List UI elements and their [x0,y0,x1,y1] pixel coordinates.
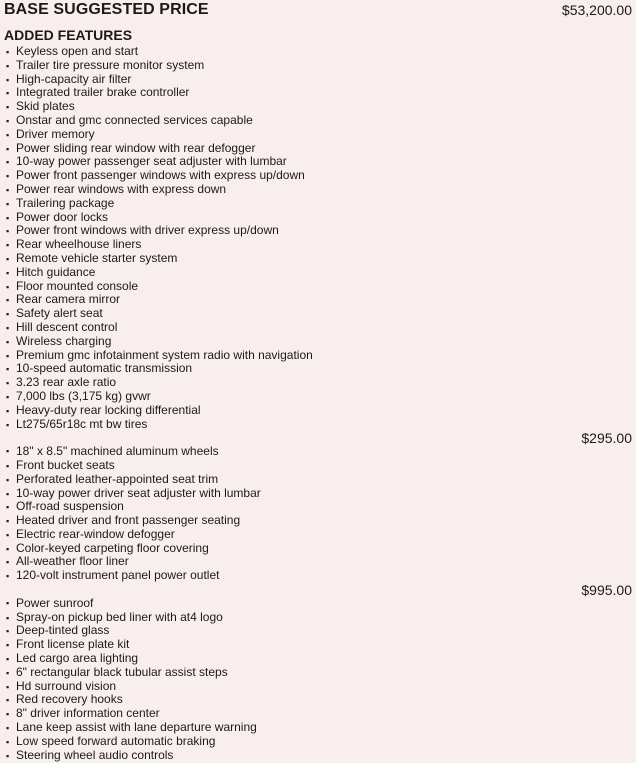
bullet-icon: ▪ [6,47,10,57]
bullet-icon: ▪ [6,184,10,195]
feature-item [6,197,632,211]
bullet-icon: ▪ [6,226,10,237]
feature-label: Power rear windows with express down [16,181,227,196]
feature-item [6,390,632,404]
bullet-icon: ▪ [6,212,10,223]
feature-label: Off-road suspension [16,499,124,514]
feature-item [6,404,632,418]
feature-item [6,349,632,363]
bullet-icon: ▪ [6,198,10,209]
feature-item [6,100,632,114]
feature-item [6,624,632,638]
feature-item [6,293,632,307]
bullet-icon: ▪ [6,129,10,140]
base-price-row [4,1,632,19]
feature-label: Hitch guidance [16,264,96,279]
feature-label: 120-volt instrument panel power outlet [16,568,220,583]
feature-item [6,707,632,721]
feature-item [6,73,632,87]
feature-label: High-capacity air filter [16,71,132,86]
feature-item [6,459,632,473]
feature-label: Wireless charging [16,333,112,348]
bullet-icon: ▪ [6,240,10,251]
bullet-icon: ▪ [6,654,10,665]
feature-label: 8" driver information center [16,706,160,721]
feature-label: Power sunroof [16,595,94,610]
feature-item [6,473,632,487]
feature-label: Perforated leather-appointed seat trim [16,471,219,486]
feature-item [6,514,632,528]
bullet-icon: ▪ [6,529,10,540]
bullet-icon: ▪ [6,695,10,706]
feature-item [6,680,632,694]
feature-label: Power front passenger windows with express up/down [16,168,305,183]
feature-item [6,142,632,156]
feature-label: Floor mounted console [16,278,139,293]
bullet-icon: ▪ [6,709,10,720]
bullet-icon: ▪ [6,60,10,71]
feature-label: Deep-tinted glass [16,623,110,638]
feature-label: Remote vehicle starter system [16,250,178,265]
feature-label: 6" rectangular black tubular assist steps [16,664,228,679]
feature-label: Heavy-duty rear locking differential [16,402,201,417]
feature-item [6,735,632,749]
feature-label: Driver memory [16,126,95,141]
bullet-icon: ▪ [6,488,10,499]
feature-label: Spray-on pickup bed liner with at4 logo [16,609,223,624]
feature-item [6,362,632,376]
feature-item [6,211,632,225]
bullet-icon: ▪ [6,543,10,554]
feature-label: Onstar and gmc connected services capable [16,112,253,127]
feature-item [6,183,632,197]
feature-label: Power sliding rear window with rear defogger [16,140,256,155]
feature-label: 3.23 rear axle ratio [16,375,117,390]
feature-item [6,86,632,100]
bullet-icon: ▪ [6,115,10,126]
feature-label: Safety alert seat [16,306,103,321]
feature-item [6,528,632,542]
bullet-icon: ▪ [6,74,10,85]
feature-item [6,721,632,735]
feature-label: Hill descent control [16,319,118,334]
bullet-icon: ▪ [6,253,10,264]
feature-item [6,266,632,280]
base-price-title: BASE SUGGESTED PRICE [4,1,209,18]
feature-label: Hd surround vision [16,678,117,693]
bullet-icon: ▪ [6,88,10,99]
feature-label: All-weather floor liner [16,554,129,569]
bullet-icon: ▪ [6,516,10,527]
feature-item [6,542,632,556]
feature-item [6,45,632,59]
bullet-icon: ▪ [6,446,10,457]
feature-label: 10-speed automatic transmission [16,361,193,376]
bullet-icon: ▪ [6,391,10,402]
feature-item [6,749,632,763]
bullet-icon: ▪ [6,681,10,692]
feature-label: 18" x 8.5" machined aluminum wheels [16,444,219,459]
feature-label: Led cargo area lighting [16,651,139,666]
base-price-value: $53,200.00 [561,2,632,18]
feature-item [6,666,632,680]
features-list [6,45,632,762]
feature-label: Lane keep assist with lane departure warning [16,720,257,735]
bullet-icon: ▪ [6,460,10,471]
feature-label: Red recovery hooks [16,692,123,707]
bullet-icon: ▪ [6,597,10,608]
feature-item [6,238,632,252]
feature-item [6,569,632,583]
bullet-icon: ▪ [6,336,10,347]
bullet-icon: ▪ [6,419,10,430]
bullet-icon: ▪ [6,350,10,361]
feature-item [6,307,632,321]
added-features-heading: ADDED FEATURES [4,27,133,43]
feature-item [6,418,632,432]
bullet-icon: ▪ [6,626,10,637]
feature-item [6,431,632,459]
feature-label: Low speed forward automatic braking [16,733,216,748]
bullet-icon: ▪ [6,502,10,513]
feature-item [6,59,632,73]
bullet-icon: ▪ [6,750,10,761]
feature-label: Color-keyed carpeting floor covering [16,540,209,555]
feature-item [6,638,632,652]
feature-label: 10-way power driver seat adjuster with lumbar [16,485,261,500]
bullet-icon: ▪ [6,557,10,568]
feature-label: Steering wheel audio controls [16,747,174,762]
feature-label: Front license plate kit [16,637,130,652]
feature-item [6,252,632,266]
feature-label: Front bucket seats [16,457,115,472]
feature-item [6,693,632,707]
feature-item [6,280,632,294]
bullet-icon: ▪ [6,640,10,651]
bullet-icon: ▪ [6,171,10,182]
feature-item [6,376,632,390]
bullet-icon: ▪ [6,571,10,582]
feature-item [6,335,632,349]
bullet-icon: ▪ [6,612,10,623]
feature-label: Integrated trailer brake controller [16,85,190,100]
feature-label: Skid plates [16,99,75,114]
feature-label: Rear wheelhouse liners [16,237,142,252]
feature-price: $995.00 [581,582,632,599]
feature-label: Heated driver and front passenger seating [16,513,241,528]
bullet-icon: ▪ [6,378,10,389]
feature-item [6,652,632,666]
feature-price: $295.00 [581,430,632,447]
bullet-icon: ▪ [6,667,10,678]
feature-label: Keyless open and start [16,44,139,58]
feature-label: Power door locks [16,209,109,224]
feature-label: Trailering package [16,195,115,210]
feature-label: Electric rear-window defogger [16,526,175,541]
feature-item [6,224,632,238]
bullet-icon: ▪ [6,143,10,154]
feature-item [6,611,632,625]
bullet-icon: ▪ [6,405,10,416]
bullet-icon: ▪ [6,157,10,168]
feature-label: Trailer tire pressure monitor system [16,57,205,72]
feature-item [6,169,632,183]
feature-item [6,583,632,611]
bullet-icon: ▪ [6,281,10,292]
bullet-icon: ▪ [6,309,10,320]
feature-item [6,155,632,169]
feature-item [6,128,632,142]
feature-label: Rear camera mirror [16,292,121,307]
feature-item [6,487,632,501]
feature-label: Lt275/65r18c mt bw tires [16,416,148,431]
feature-item [6,500,632,514]
bullet-icon: ▪ [6,474,10,485]
bullet-icon: ▪ [6,322,10,333]
feature-label: 7,000 lbs (3,175 kg) gvwr [16,388,151,403]
bullet-icon: ▪ [6,723,10,734]
bullet-icon: ▪ [6,364,10,375]
bullet-icon: ▪ [6,267,10,278]
feature-label: 10-way power passenger seat adjuster with lumbar [16,154,287,169]
feature-item [6,321,632,335]
bullet-icon: ▪ [6,736,10,747]
feature-item [6,114,632,128]
feature-label: Premium gmc infotainment system radio with navigation [16,347,313,362]
feature-label: Power front windows with driver express up/down [16,223,279,238]
bullet-icon: ▪ [6,295,10,306]
feature-item [6,555,632,569]
bullet-icon: ▪ [6,102,10,113]
